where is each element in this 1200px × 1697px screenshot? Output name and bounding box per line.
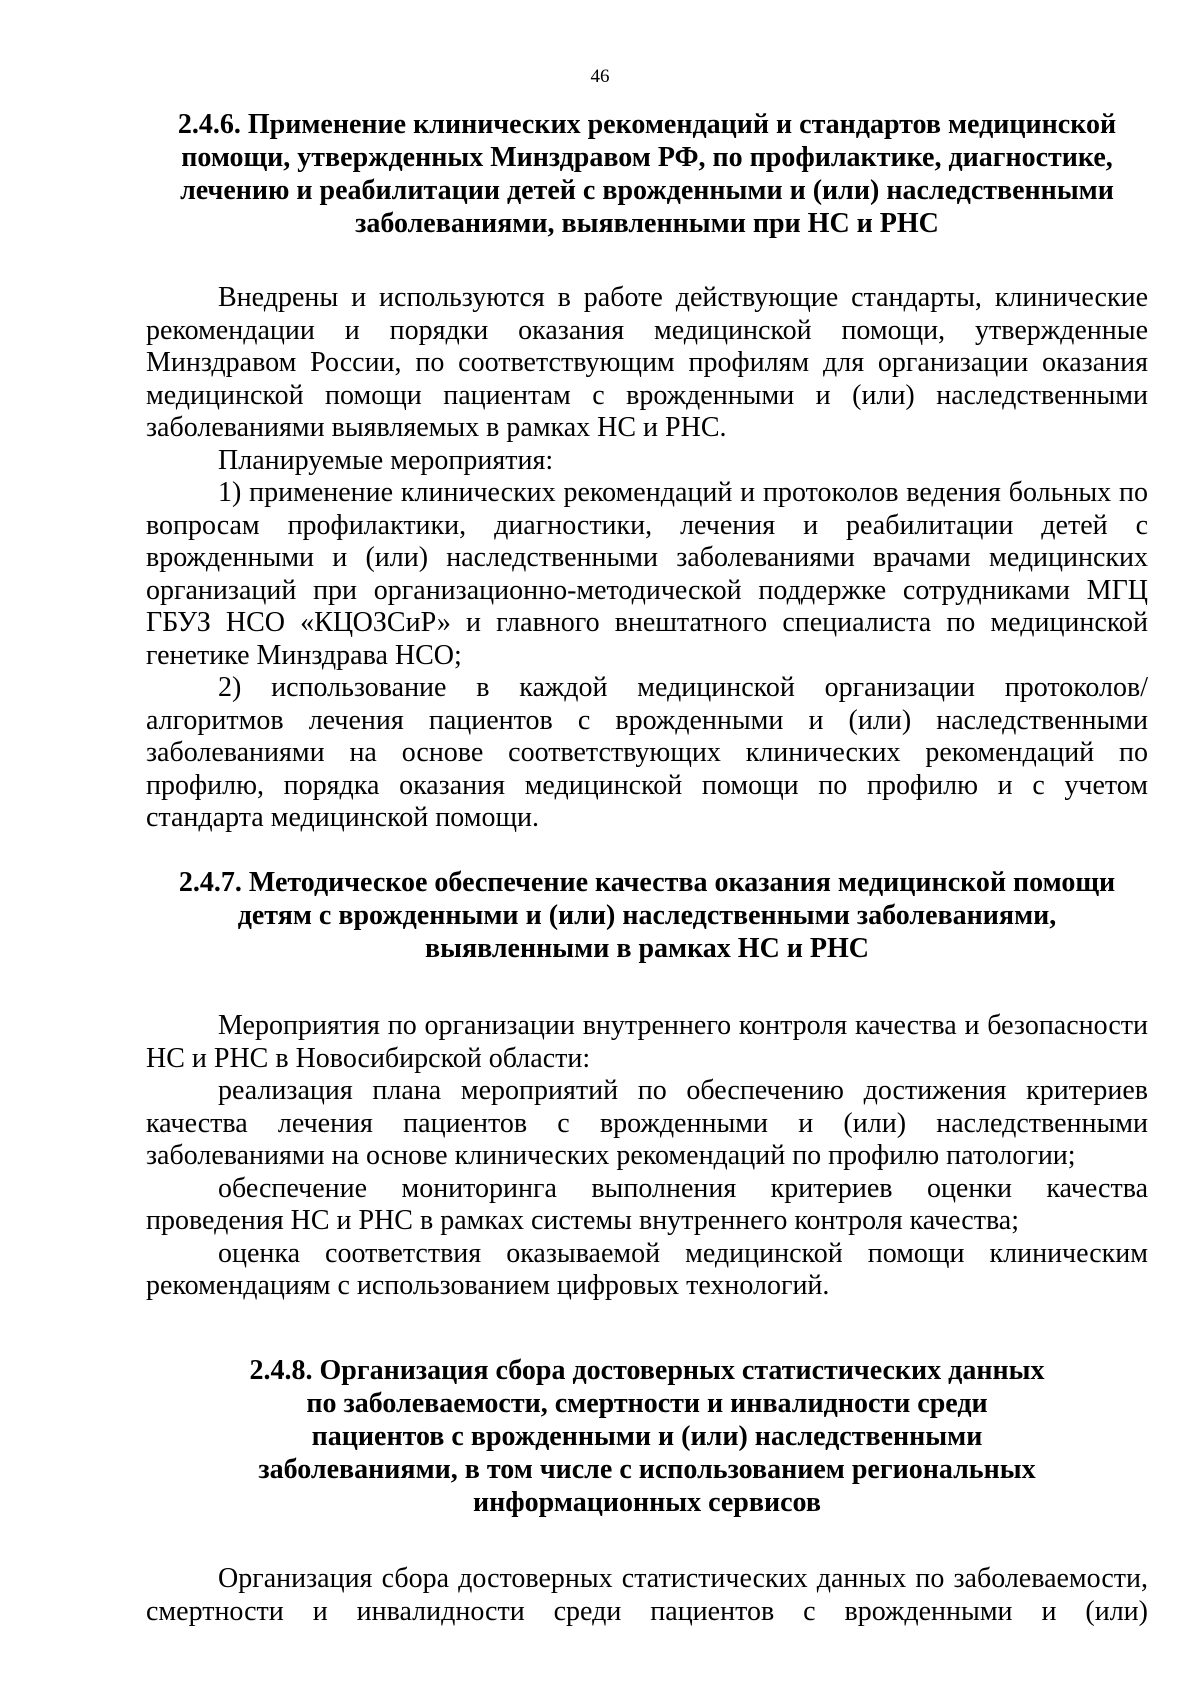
paragraph: Организация сбора достоверных статистических данных по заболеваемости, смертности и инвалидности среди пациентов с врожденными и (или) — [146, 1563, 1148, 1627]
section-2-4-6 — [146, 108, 1148, 835]
paragraph: оценка соответствия оказываемой медицинской помощи клиническим рекомендациям с использованием цифровых технологий. — [146, 1237, 1148, 1301]
paragraph: реализация плана мероприятий по обеспечению достижения критериев качества лечения пациентов с врожденными и (или) наследственными заболеваниями на основе клинических рекомендаций по профилю патологии; — [146, 1075, 1148, 1171]
paragraph: обеспечение мониторинга выполнения критериев оценки качества проведения НС и РНС в рамках системы внутреннего контроля качества; — [146, 1172, 1148, 1236]
paragraph: Мероприятия по организации внутреннего контроля качества и безопасности НС и РНС в Новосибирской области: — [146, 1010, 1148, 1074]
section-heading: 2.4.8. Организация сбора достоверных статистических данных по заболеваемости, смертности и инвалидности среди пациентов с врожденными и (или) наследственными заболеваниями, в том числе с использованием региональных информационных сервисов — [249, 1355, 1045, 1518]
list-item: 1) применение клинических рекомендаций и протоколов ведения больных по вопросам профилактики, диагностики, лечения и реабилитации детей с врожденными и (или) наследственными заболеваниями врачами медицинских организаций при организационно-методической поддержке сотрудниками МГЦ ГБУЗ НСО «КЦОЗСиР» и главного внештатного специалиста по медицинской генетике Минздрава НСО; — [146, 477, 1148, 671]
section-heading: 2.4.7. Методическое обеспечение качества оказания медицинской помощи детям с врожденными и (или) наследственными заболеваниями, выявленными в рамках НС и РНС — [178, 867, 1116, 964]
paragraph: Внедрены и используются в работе действующие стандарты, клинические рекомендации и порядки оказания медицинской помощи, утвержденные Минздравом России, по соответствующим профилям для организации оказания медицинской помощи пациентам с врожденными и (или) наследственными заболеваниями выявляемых в рамках НС и РНС. — [146, 282, 1148, 443]
list-item: 2) использование в каждой медицинской организации протоколов/алгоритмов лечения пациентов с врожденными и (или) наследственными заболеваниями на основе соответствующих клинических рекомендаций по профилю, порядка оказания медицинской помощи по профилю и с учетом стандарта медицинской помощи. — [146, 672, 1148, 833]
page-number: 46 — [590, 66, 610, 87]
section-2-4-8 — [146, 1354, 1148, 1628]
section-heading: 2.4.6. Применение клинических рекомендаций и стандартов медицинской помощи, утвержденных Минздравом РФ, по профилактике, диагностике, лечению и реабилитации детей с врожденными и (или) наследственными заболеваниями, выявленными при НС и РНС — [177, 109, 1117, 239]
paragraph: Планируемые мероприятия: — [218, 444, 554, 476]
section-2-4-7 — [146, 866, 1148, 1303]
